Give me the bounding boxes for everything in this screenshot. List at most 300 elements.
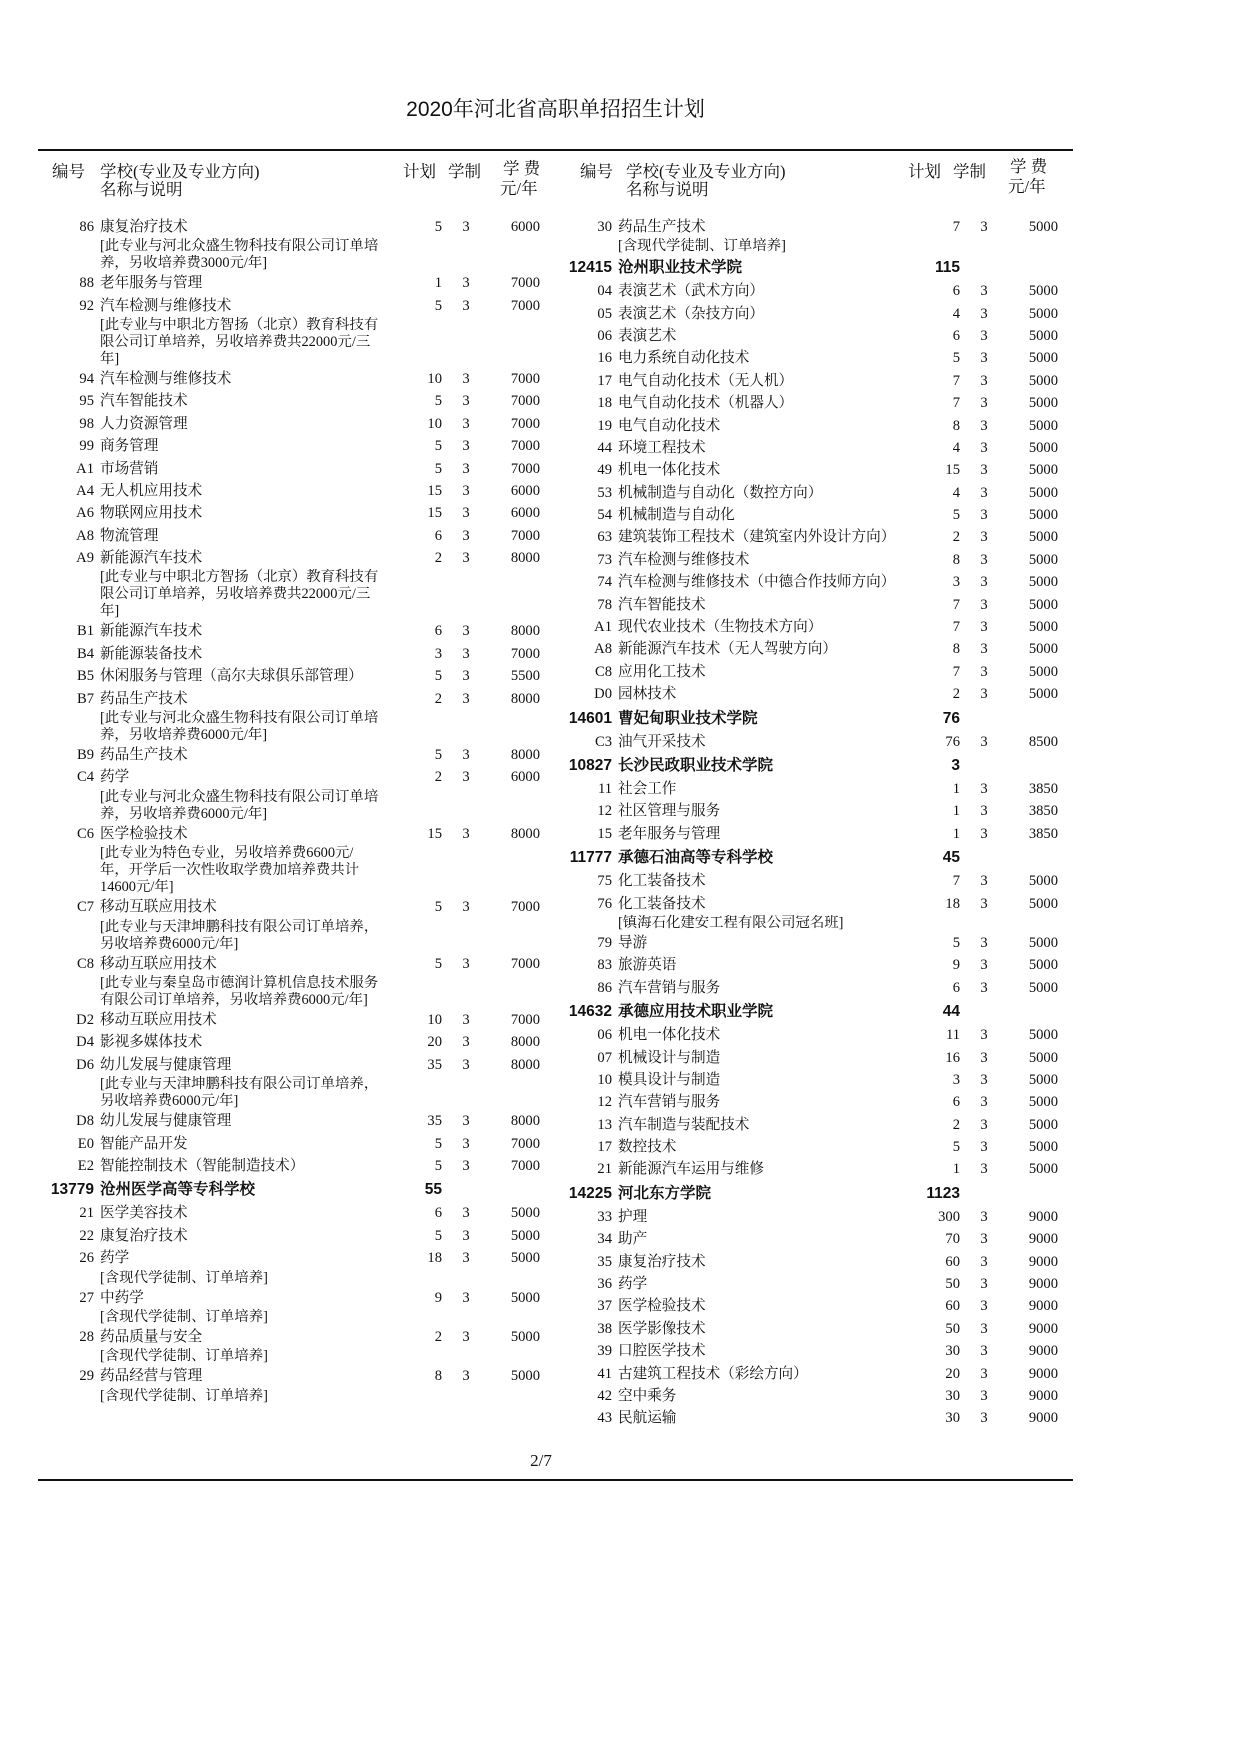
tuition-fee: 9000 bbox=[1028, 1298, 1058, 1315]
major-code: B5 bbox=[76, 668, 94, 685]
duration-years: 3 bbox=[462, 275, 470, 292]
major-code: 12 bbox=[597, 803, 612, 820]
duration-years: 3 bbox=[462, 769, 470, 786]
major-code: D6 bbox=[76, 1056, 94, 1073]
plan-count: 2 bbox=[434, 550, 442, 567]
tuition-fee: 6000 bbox=[510, 218, 540, 235]
major-name: 电气自动化技术（机器人） bbox=[618, 395, 794, 412]
plan-count: 8 bbox=[952, 551, 960, 568]
tuition-fee: 5000 bbox=[1028, 686, 1058, 703]
table-row bbox=[38, 1287, 556, 1309]
major-name: 机械制造与自动化（数控方向） bbox=[618, 484, 823, 501]
major-code: 74 bbox=[597, 574, 612, 591]
duration-years: 3 bbox=[980, 1231, 988, 1248]
major-code: 21 bbox=[597, 1161, 612, 1178]
major-code: D0 bbox=[594, 686, 612, 703]
duration-years: 3 bbox=[462, 218, 470, 235]
plan-count: 5 bbox=[952, 350, 960, 367]
tuition-fee: 8000 bbox=[510, 825, 540, 842]
major-code: E2 bbox=[77, 1157, 94, 1174]
major-name: 新能源装备技术 bbox=[100, 645, 203, 662]
table-row bbox=[38, 458, 556, 480]
major-code: 28 bbox=[79, 1328, 94, 1345]
tuition-fee: 5000 bbox=[1028, 1027, 1058, 1044]
major-code: 16 bbox=[597, 350, 612, 367]
major-code: 88 bbox=[79, 275, 94, 292]
duration-years: 3 bbox=[980, 484, 988, 501]
school-row bbox=[38, 1177, 556, 1202]
tuition-fee: 7000 bbox=[510, 370, 540, 387]
major-code: 29 bbox=[79, 1368, 94, 1385]
plan-count: 30 bbox=[945, 1387, 960, 1404]
tuition-fee: 3850 bbox=[1028, 781, 1058, 797]
table-row bbox=[556, 347, 1074, 369]
major-code: 10 bbox=[597, 1071, 612, 1088]
tuition-fee: 7000 bbox=[510, 415, 540, 432]
table-row bbox=[556, 977, 1074, 999]
tuition-fee: 8000 bbox=[510, 1056, 540, 1073]
tuition-fee: 9000 bbox=[1028, 1365, 1058, 1382]
tuition-fee: 5000 bbox=[1028, 979, 1058, 996]
tuition-fee: 5000 bbox=[1028, 218, 1058, 235]
major-name: 药品经营与管理 bbox=[100, 1368, 203, 1385]
school-plan-total: 76 bbox=[942, 709, 960, 727]
duration-years: 3 bbox=[980, 803, 988, 820]
duration-years: 3 bbox=[980, 1365, 988, 1382]
duration-years: 3 bbox=[980, 641, 988, 658]
table-row bbox=[38, 1247, 556, 1269]
header-fee: 学 费 bbox=[1010, 157, 1048, 176]
plan-count: 7 bbox=[952, 372, 960, 389]
duration-years: 3 bbox=[980, 372, 988, 389]
plan-count: 15 bbox=[945, 462, 960, 479]
plan-count: 6 bbox=[952, 283, 960, 300]
tuition-fee: 5000 bbox=[1028, 1071, 1058, 1088]
duration-years: 3 bbox=[980, 1161, 988, 1178]
major-name: 数控技术 bbox=[618, 1139, 677, 1156]
duration-years: 3 bbox=[980, 873, 988, 890]
major-code: 04 bbox=[597, 283, 612, 300]
plan-count: 50 bbox=[945, 1320, 960, 1337]
plan-count: 6 bbox=[952, 979, 960, 996]
tuition-fee: 5000 bbox=[510, 1328, 540, 1345]
major-code: 34 bbox=[597, 1231, 612, 1248]
duration-years: 3 bbox=[462, 899, 470, 916]
duration-years: 3 bbox=[980, 1276, 988, 1293]
tuition-fee: 9000 bbox=[1028, 1231, 1058, 1248]
major-code: 18 bbox=[597, 395, 612, 412]
tuition-fee: 9000 bbox=[1028, 1343, 1058, 1360]
table-row bbox=[38, 480, 556, 502]
plan-count: 300 bbox=[938, 1208, 960, 1225]
plan-count: 2 bbox=[952, 529, 960, 546]
tuition-fee: 6000 bbox=[510, 769, 540, 786]
duration-years: 3 bbox=[462, 1205, 470, 1222]
table-row bbox=[556, 870, 1074, 892]
table-row bbox=[556, 303, 1074, 325]
major-name: 新能源汽车运用与维修 bbox=[618, 1161, 764, 1178]
duration-years: 3 bbox=[980, 327, 988, 344]
major-name: 电气自动化技术 bbox=[618, 417, 721, 434]
major-name: 医学美容技术 bbox=[100, 1205, 188, 1222]
duration-years: 3 bbox=[980, 218, 988, 235]
major-code: 06 bbox=[597, 1027, 612, 1044]
major-note-line: 养，另收培养费6000元/年] bbox=[100, 727, 268, 744]
tuition-fee: 8000 bbox=[510, 747, 540, 764]
table-row bbox=[556, 392, 1074, 414]
table-row bbox=[38, 1110, 556, 1132]
tuition-fee: 7000 bbox=[510, 460, 540, 477]
plan-count: 76 bbox=[945, 733, 960, 750]
duration-years: 3 bbox=[980, 1387, 988, 1404]
tuition-fee: 5000 bbox=[1028, 372, 1058, 389]
major-note-line: 另收培养费6000元/年] bbox=[100, 935, 239, 952]
header-plan: 计划 bbox=[403, 162, 436, 181]
major-note bbox=[38, 1388, 556, 1405]
major-name: 机电一体化技术 bbox=[618, 1027, 721, 1044]
major-name: 口腔医学技术 bbox=[618, 1343, 706, 1360]
major-name: 药学 bbox=[100, 769, 130, 786]
tuition-fee: 8000 bbox=[510, 1113, 540, 1130]
plan-count: 6 bbox=[434, 527, 442, 544]
major-name: 药品质量与安全 bbox=[100, 1328, 203, 1345]
duration-years: 3 bbox=[462, 1227, 470, 1244]
major-code: 12 bbox=[597, 1094, 612, 1111]
school-plan-total: 115 bbox=[934, 259, 960, 277]
major-code: 05 bbox=[597, 305, 612, 322]
plan-count: 5 bbox=[434, 1135, 442, 1152]
table-row bbox=[556, 437, 1074, 459]
header-code: 编号 bbox=[580, 162, 613, 181]
table-row bbox=[38, 1155, 556, 1177]
duration-years: 3 bbox=[980, 462, 988, 479]
major-name: 化工装备技术 bbox=[618, 873, 706, 890]
tuition-fee: 7000 bbox=[510, 527, 540, 544]
duration-years: 3 bbox=[462, 668, 470, 685]
table-row bbox=[556, 800, 1074, 822]
major-name: 康复治疗技术 bbox=[100, 1227, 188, 1244]
duration-years: 3 bbox=[980, 957, 988, 974]
plan-count: 35 bbox=[427, 1113, 442, 1130]
tuition-fee: 5000 bbox=[510, 1289, 540, 1306]
school-code: 14632 bbox=[568, 1003, 612, 1021]
major-name: 影视多媒体技术 bbox=[100, 1034, 203, 1051]
major-name: 汽车智能技术 bbox=[100, 393, 188, 410]
duration-years: 3 bbox=[462, 623, 470, 640]
header-plan: 计划 bbox=[908, 162, 941, 181]
table-row bbox=[556, 415, 1074, 437]
major-code: 83 bbox=[597, 957, 612, 974]
major-name: 机电一体化技术 bbox=[618, 462, 721, 479]
major-name: 助产 bbox=[618, 1231, 648, 1248]
header-rule bbox=[38, 149, 1073, 151]
major-name: 幼儿发展与健康管理 bbox=[100, 1113, 232, 1130]
tuition-fee: 5000 bbox=[1028, 596, 1058, 613]
major-name: 康复治疗技术 bbox=[618, 1253, 706, 1270]
table-row bbox=[38, 823, 556, 845]
plan-count: 1 bbox=[952, 825, 960, 842]
major-code: 86 bbox=[79, 218, 94, 235]
major-name: 建筑装饰工程技术（建筑室内外设计方向） bbox=[618, 529, 896, 546]
duration-years: 3 bbox=[980, 1116, 988, 1133]
major-name: 老年服务与管理 bbox=[100, 275, 203, 292]
table-row bbox=[556, 1047, 1074, 1069]
table-row bbox=[556, 1251, 1074, 1273]
major-name: 医学影像技术 bbox=[618, 1320, 706, 1337]
plan-count: 4 bbox=[952, 305, 960, 322]
table-row bbox=[556, 1273, 1074, 1295]
header-fee: 学 费 bbox=[503, 159, 541, 178]
major-code: C8 bbox=[594, 663, 612, 680]
plan-count: 30 bbox=[945, 1343, 960, 1360]
tuition-fee: 8500 bbox=[1028, 733, 1058, 750]
left-column bbox=[38, 216, 556, 1405]
major-name: 电气自动化技术（无人机） bbox=[618, 372, 794, 389]
plan-count: 10 bbox=[427, 415, 442, 432]
header-fee-unit: 元/年 bbox=[1008, 177, 1046, 196]
table-row bbox=[556, 1158, 1074, 1180]
duration-years: 3 bbox=[980, 529, 988, 546]
tuition-fee: 7000 bbox=[510, 899, 540, 916]
plan-count: 2 bbox=[952, 686, 960, 703]
tuition-fee: 5000 bbox=[1028, 327, 1058, 344]
major-note-line: [含现代学徒制、订单培养] bbox=[618, 238, 786, 255]
header-school-major: 学校(专业及专业方向) bbox=[626, 162, 786, 181]
table-row bbox=[556, 1069, 1074, 1091]
duration-years: 3 bbox=[462, 1113, 470, 1130]
major-note-line: [此专业与秦皇岛市德润计算机信息技术服务 bbox=[100, 975, 379, 991]
major-note-line: [此专业与河北众盛生物科技有限公司订单培 bbox=[100, 788, 379, 805]
major-code: 41 bbox=[597, 1365, 612, 1382]
major-code: A1 bbox=[76, 460, 94, 477]
duration-years: 3 bbox=[462, 550, 470, 567]
table-row bbox=[556, 594, 1074, 616]
major-note bbox=[556, 238, 1074, 255]
plan-count: 5 bbox=[434, 460, 442, 477]
tuition-fee: 5000 bbox=[1028, 873, 1058, 890]
plan-count: 5 bbox=[434, 1157, 442, 1174]
major-name: 移动互联应用技术 bbox=[100, 955, 217, 972]
duration-years: 3 bbox=[462, 438, 470, 455]
plan-count: 16 bbox=[945, 1049, 960, 1066]
tuition-fee: 5000 bbox=[1028, 1094, 1058, 1111]
school-plan-total: 55 bbox=[424, 1181, 442, 1199]
duration-years: 3 bbox=[462, 955, 470, 972]
table-row bbox=[556, 683, 1074, 705]
major-name: 表演艺术（杂技方向） bbox=[618, 305, 764, 322]
major-note bbox=[38, 1348, 556, 1365]
plan-count: 15 bbox=[427, 482, 442, 499]
plan-count: 7 bbox=[952, 218, 960, 235]
table-row bbox=[38, 1225, 556, 1247]
plan-count: 7 bbox=[952, 395, 960, 412]
duration-years: 3 bbox=[462, 1157, 470, 1174]
table-row bbox=[556, 1407, 1074, 1429]
tuition-fee: 7000 bbox=[510, 438, 540, 455]
school-plan-total: 3 bbox=[951, 757, 960, 774]
tuition-fee: 7000 bbox=[510, 275, 540, 292]
table-row bbox=[556, 280, 1074, 302]
tuition-fee: 5000 bbox=[510, 1227, 540, 1244]
major-name: 物流管理 bbox=[100, 527, 159, 544]
school-row bbox=[556, 706, 1074, 731]
table-row bbox=[38, 896, 556, 918]
tuition-fee: 9000 bbox=[1028, 1253, 1058, 1270]
duration-years: 3 bbox=[980, 350, 988, 367]
major-note bbox=[38, 710, 556, 744]
tuition-fee: 5000 bbox=[510, 1368, 540, 1385]
school-code: 11777 bbox=[569, 849, 612, 867]
duration-years: 3 bbox=[980, 619, 988, 636]
major-name: 移动互联应用技术 bbox=[100, 899, 217, 916]
major-code: 75 bbox=[597, 873, 612, 890]
major-note bbox=[38, 1309, 556, 1326]
table-row bbox=[38, 1326, 556, 1348]
major-name: 汽车营销与服务 bbox=[618, 1094, 721, 1111]
major-name: 社会工作 bbox=[618, 781, 677, 797]
major-name: 新能源汽车技术（无人驾驶方向） bbox=[618, 641, 837, 658]
major-note-line: [含现代学徒制、订单培养] bbox=[100, 1348, 268, 1365]
plan-count: 8 bbox=[434, 1368, 442, 1385]
plan-count: 5 bbox=[952, 507, 960, 524]
table-row bbox=[38, 1009, 556, 1031]
tuition-fee: 5000 bbox=[1028, 529, 1058, 546]
duration-years: 3 bbox=[980, 1298, 988, 1315]
major-code: B4 bbox=[76, 645, 94, 662]
major-name: 导游 bbox=[618, 934, 648, 951]
school-name: 长沙民政职业技术学院 bbox=[618, 757, 774, 774]
plan-count: 2 bbox=[952, 1116, 960, 1133]
tuition-fee: 7000 bbox=[510, 1135, 540, 1152]
major-code: E0 bbox=[77, 1135, 94, 1152]
table-row bbox=[38, 1202, 556, 1224]
plan-count: 5 bbox=[434, 218, 442, 235]
table-row bbox=[556, 1206, 1074, 1228]
major-note-line: [此专业与河北众盛生物科技有限公司订单培 bbox=[100, 710, 379, 727]
duration-years: 3 bbox=[462, 297, 470, 314]
major-name: 汽车检测与维修技术（中德合作技师方向） bbox=[618, 574, 896, 591]
school-name: 沧州医学高等专科学校 bbox=[100, 1181, 256, 1199]
major-name: 民航运输 bbox=[618, 1410, 677, 1427]
major-code: 37 bbox=[597, 1298, 612, 1315]
duration-years: 3 bbox=[980, 551, 988, 568]
duration-years: 3 bbox=[980, 305, 988, 322]
header-school-major: 学校(专业及专业方向) bbox=[100, 162, 260, 181]
major-code: 33 bbox=[597, 1208, 612, 1225]
major-note-line: [含现代学徒制、订单培养] bbox=[100, 1269, 268, 1286]
tuition-fee: 5000 bbox=[1028, 641, 1058, 658]
school-name: 沧州职业技术学院 bbox=[618, 259, 743, 277]
major-code: B9 bbox=[76, 747, 94, 764]
major-code: D4 bbox=[76, 1034, 94, 1051]
duration-years: 3 bbox=[980, 1049, 988, 1066]
tuition-fee: 9000 bbox=[1028, 1320, 1058, 1337]
plan-count: 5 bbox=[434, 393, 442, 410]
tuition-fee: 5000 bbox=[1028, 350, 1058, 367]
major-note bbox=[38, 845, 556, 896]
major-note-line: 年，开学后一次性收取学费加培养费共计 bbox=[100, 862, 360, 879]
table-row bbox=[38, 620, 556, 642]
plan-count: 7 bbox=[952, 873, 960, 890]
major-note-line: 另收培养费6000元/年] bbox=[100, 1093, 239, 1110]
table-row bbox=[556, 549, 1074, 571]
major-code: D2 bbox=[76, 1012, 94, 1028]
major-name: 医学检验技术 bbox=[100, 825, 188, 842]
plan-count: 20 bbox=[945, 1365, 960, 1382]
duration-years: 3 bbox=[980, 979, 988, 996]
major-name: 机械制造与自动化 bbox=[618, 507, 735, 524]
major-name: 康复治疗技术 bbox=[100, 218, 188, 235]
duration-years: 3 bbox=[980, 781, 988, 797]
major-code: 94 bbox=[79, 370, 94, 387]
major-code: A4 bbox=[76, 482, 94, 499]
major-code: A1 bbox=[594, 619, 612, 636]
table-row bbox=[38, 1054, 556, 1076]
page-number: 2/7 bbox=[530, 1451, 552, 1470]
major-name: 应用化工技术 bbox=[618, 663, 706, 680]
tuition-fee: 5000 bbox=[1028, 1049, 1058, 1066]
plan-count: 60 bbox=[945, 1253, 960, 1270]
duration-years: 3 bbox=[980, 1320, 988, 1337]
table-row bbox=[556, 1363, 1074, 1385]
header-code: 编号 bbox=[52, 162, 85, 181]
table-row bbox=[556, 1136, 1074, 1158]
plan-count: 9 bbox=[434, 1289, 442, 1306]
plan-count: 7 bbox=[952, 619, 960, 636]
major-code: 99 bbox=[79, 438, 94, 455]
duration-years: 3 bbox=[462, 1135, 470, 1152]
plan-count: 7 bbox=[952, 663, 960, 680]
duration-years: 3 bbox=[980, 895, 988, 912]
major-name: 旅游英语 bbox=[618, 957, 677, 974]
duration-years: 3 bbox=[980, 1343, 988, 1360]
duration-years: 3 bbox=[462, 747, 470, 764]
duration-years: 3 bbox=[980, 417, 988, 434]
table-row bbox=[38, 390, 556, 412]
plan-count: 5 bbox=[434, 747, 442, 764]
table-row bbox=[556, 325, 1074, 347]
table-row bbox=[556, 1114, 1074, 1136]
tuition-fee: 8000 bbox=[510, 690, 540, 707]
major-code: 06 bbox=[597, 327, 612, 344]
major-code: 35 bbox=[597, 1253, 612, 1270]
major-code: A6 bbox=[76, 505, 94, 522]
plan-count: 5 bbox=[434, 438, 442, 455]
tuition-fee: 8000 bbox=[510, 623, 540, 640]
school-row bbox=[556, 753, 1074, 778]
school-row bbox=[556, 999, 1074, 1024]
table-row bbox=[556, 823, 1074, 845]
major-code: 78 bbox=[597, 596, 612, 613]
duration-years: 3 bbox=[980, 1410, 988, 1427]
major-name: 现代农业技术（生物技术方向） bbox=[618, 619, 823, 636]
duration-years: 3 bbox=[462, 1289, 470, 1306]
major-code: 86 bbox=[597, 979, 612, 996]
table-row bbox=[38, 435, 556, 457]
major-name: 药学 bbox=[618, 1276, 648, 1293]
major-name: 市场营销 bbox=[100, 460, 159, 477]
major-note-line: 年] bbox=[100, 350, 120, 367]
table-row bbox=[38, 272, 556, 294]
tuition-fee: 5000 bbox=[1028, 1139, 1058, 1156]
header-fee-unit: 元/年 bbox=[500, 179, 538, 198]
major-name: 模具设计与制造 bbox=[618, 1071, 721, 1088]
plan-count: 15 bbox=[427, 505, 442, 522]
major-note-line: [此专业与天津坤鹏科技有限公司订单培养， bbox=[100, 918, 379, 935]
major-name: 人力资源管理 bbox=[100, 415, 188, 432]
school-row bbox=[556, 1181, 1074, 1206]
plan-count: 2 bbox=[434, 690, 442, 707]
